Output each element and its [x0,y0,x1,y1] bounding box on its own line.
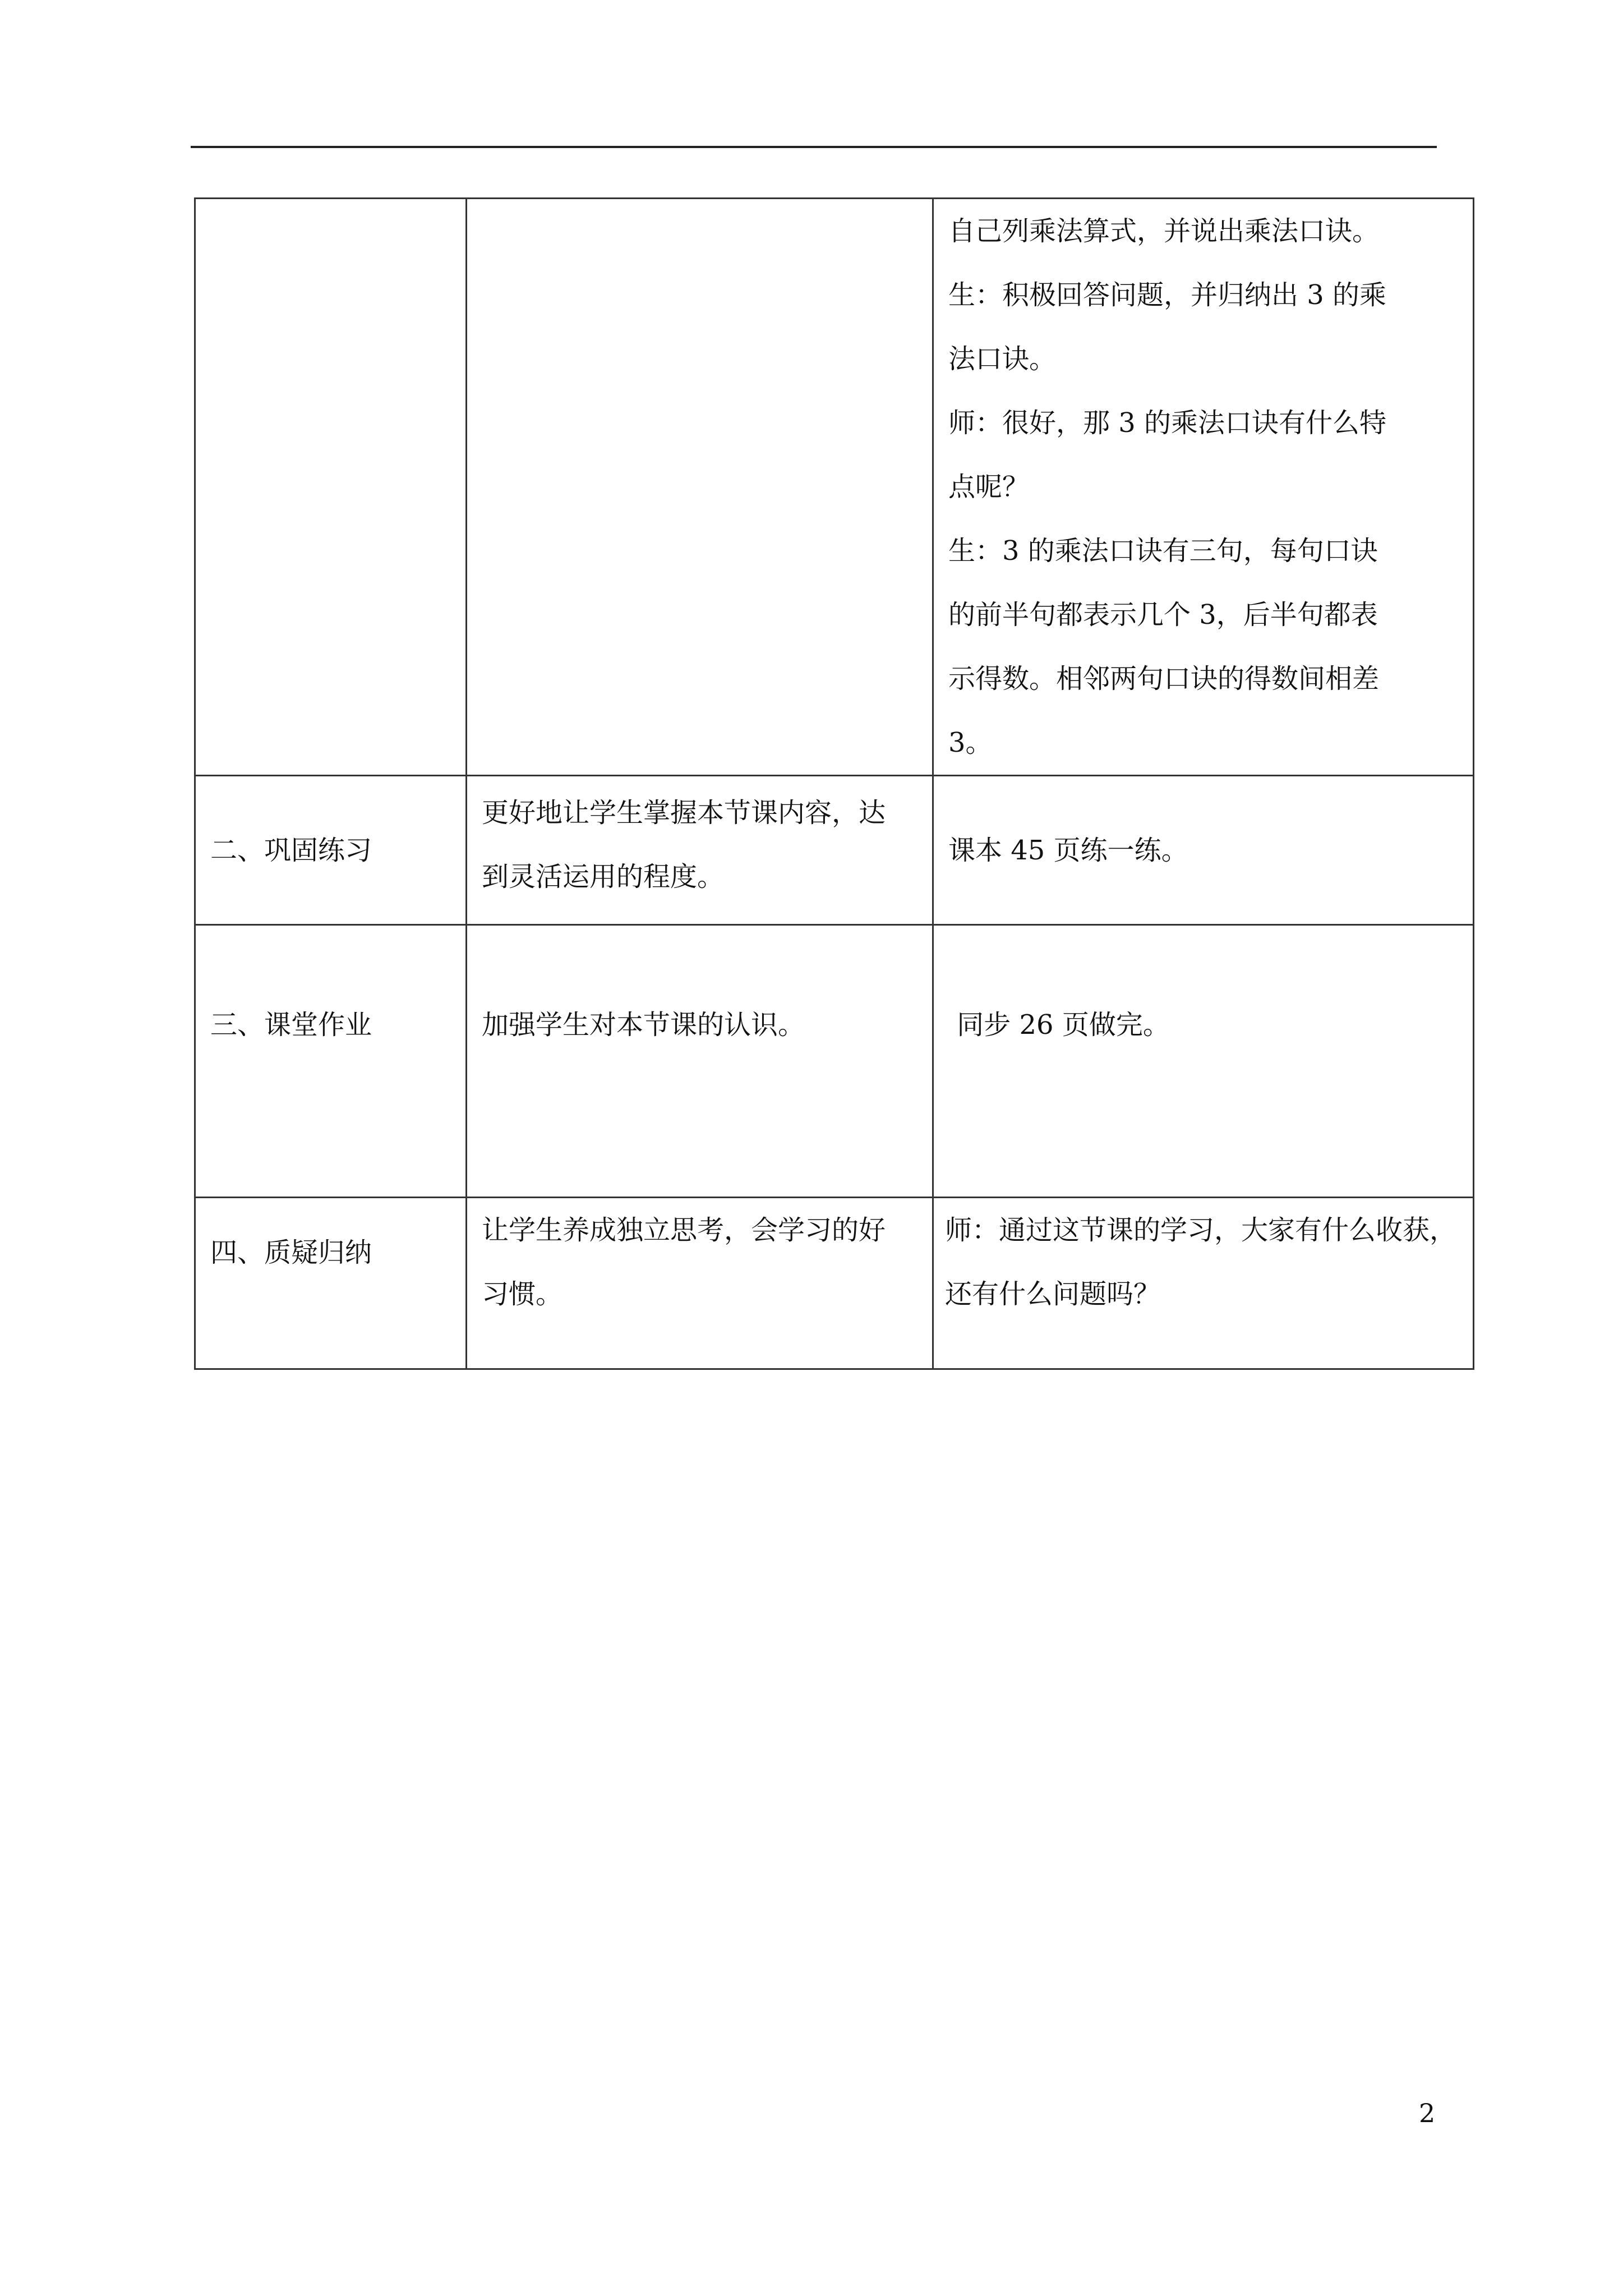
stage-cell [195,1198,467,1369]
stage-label: 二、巩固练习 [210,834,372,866]
table-row [195,776,1474,925]
stage-label: 三、课堂作业 [210,1009,372,1041]
stage-cell [195,776,467,925]
activity-line: 自己列乘法算式，并说出乘法口诀。 [948,215,1380,247]
activity-cell [933,1198,1474,1369]
activity-line: 同步 26 页做完。 [948,1009,1170,1041]
activity-line: 法口诀。 [948,343,1057,375]
table-row [195,925,1474,1198]
activity-line: 师：很好，那 3 的乘法口诀有什么特 [948,407,1387,439]
activity-line: 3。 [948,727,993,758]
stage-label: 四、质疑归纳 [210,1237,372,1268]
activity-line: 示得数。相邻两句口诀的得数间相差 [948,663,1380,694]
purpose-cell [467,776,933,925]
activity-line: 点呢？ [948,471,1030,503]
purpose-cell [467,199,933,776]
activity-line: 还有什么问题吗？ [945,1278,1161,1310]
lesson-plan-table [194,197,1474,1370]
activity-cell [933,925,1474,1198]
purpose-line: 让学生养成独立思考，会学习的好 [482,1214,886,1246]
activity-line: 师：通过这节课的学习，大家有什么收获， [945,1214,1457,1246]
purpose-line: 加强学生对本节课的认识。 [482,1009,805,1041]
activity-line: 课本 45 页练一练。 [948,834,1188,866]
table-row [195,1198,1474,1369]
activity-cell [933,199,1474,776]
purpose-line: 更好地让学生掌握本节课内容，达 [482,797,886,829]
purpose-cell [467,1198,933,1369]
stage-cell [195,199,467,776]
header-rule [191,146,1437,148]
stage-cell [195,925,467,1198]
activity-line: 生：积极回答问题，并归纳出 3 的乘 [948,279,1387,311]
table-row [195,199,1474,776]
activity-line: 的前半句都表示几个 3，后半句都表 [948,599,1378,631]
purpose-line: 到灵活运用的程度。 [482,861,725,892]
purpose-line: 习惯。 [482,1278,563,1310]
page-number: 2 [1419,2098,1436,2128]
purpose-cell [467,925,933,1198]
activity-line: 生：3 的乘法口诀有三句，每句口诀 [948,535,1378,567]
activity-cell [933,776,1474,925]
